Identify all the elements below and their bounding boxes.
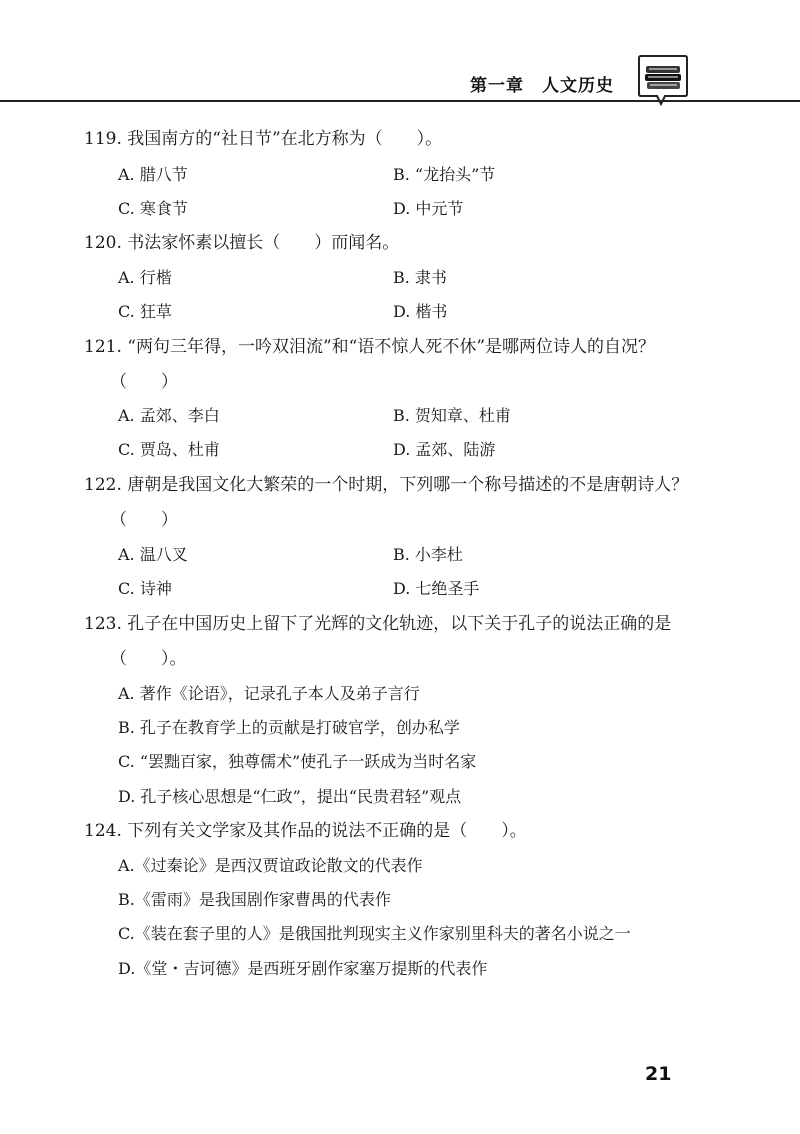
answer-blank: （ ）	[110, 372, 178, 392]
option-c: C.《装在套子里的人》是俄国批判现实主义作家别里科夫的著名小说之一	[118, 924, 631, 943]
header-divider	[0, 100, 800, 102]
option-a: A. 腊八节	[118, 165, 188, 184]
option-a: A.《过秦论》是西汉贾谊政论散文的代表作	[118, 856, 423, 875]
option-b: B. 隶书	[393, 268, 447, 287]
option-a: A. 著作《论语》，记录孔子本人及弟子言行	[118, 684, 420, 703]
option-b: B. 贺知章、杜甫	[393, 406, 511, 425]
chapter-title: 第一章 人文历史	[470, 76, 614, 96]
option-d: D.《堂・吉诃德》是西班牙剧作家塞万提斯的代表作	[118, 959, 488, 978]
question-stem: 120. 书法家怀素以擅长（ ）而闻名。	[84, 233, 400, 253]
option-b: B. 孔子在教育学上的贡献是打破官学，创办私学	[118, 718, 460, 737]
option-d: D. 孟郊、陆游	[393, 440, 496, 459]
option-b: B.《雷雨》是我国剧作家曹禺的代表作	[118, 890, 391, 909]
option-d: D. 中元节	[393, 199, 464, 218]
option-c: C. 贾岛、杜甫	[118, 440, 220, 459]
option-d: D. 七绝圣手	[393, 579, 480, 598]
option-d: D. 楷书	[393, 302, 448, 321]
option-a: A. 行楷	[118, 268, 172, 287]
question-stem: 122. 唐朝是我国文化大繁荣的一个时期，下列哪一个称号描述的不是唐朝诗人？	[84, 475, 689, 495]
answer-blank: （ ）	[110, 510, 178, 530]
question-stem: 124. 下列有关文学家及其作品的说法不正确的是（ ）。	[84, 821, 527, 841]
question-stem: 123. 孔子在中国历史上留下了光辉的文化轨迹，以下关于孔子的说法正确的是	[84, 614, 672, 634]
option-b: B. “龙抬头”节	[393, 165, 496, 184]
option-a: A. 孟郊、李白	[118, 406, 220, 425]
book-stack-icon	[637, 52, 689, 106]
option-b: B. 小李杜	[393, 545, 463, 564]
option-a: A. 温八叉	[118, 545, 188, 564]
question-stem: 121. “两句三年得，一吟双泪流”和“语不惊人死不休”是哪两位诗人的自况？	[84, 337, 656, 357]
option-c: C. 狂草	[118, 302, 172, 321]
question-stem: 119. 我国南方的“社日节”在北方称为（ ）。	[84, 129, 443, 149]
option-c: C. 诗神	[118, 579, 172, 598]
option-c: C. “罢黜百家，独尊儒术”使孔子一跃成为当时名家	[118, 752, 477, 771]
option-d: D. 孔子核心思想是“仁政”，提出“民贵君轻”观点	[118, 787, 462, 806]
page-number: 21	[645, 1063, 672, 1085]
answer-blank: （ ）。	[110, 649, 187, 669]
option-c: C. 寒食节	[118, 199, 188, 218]
